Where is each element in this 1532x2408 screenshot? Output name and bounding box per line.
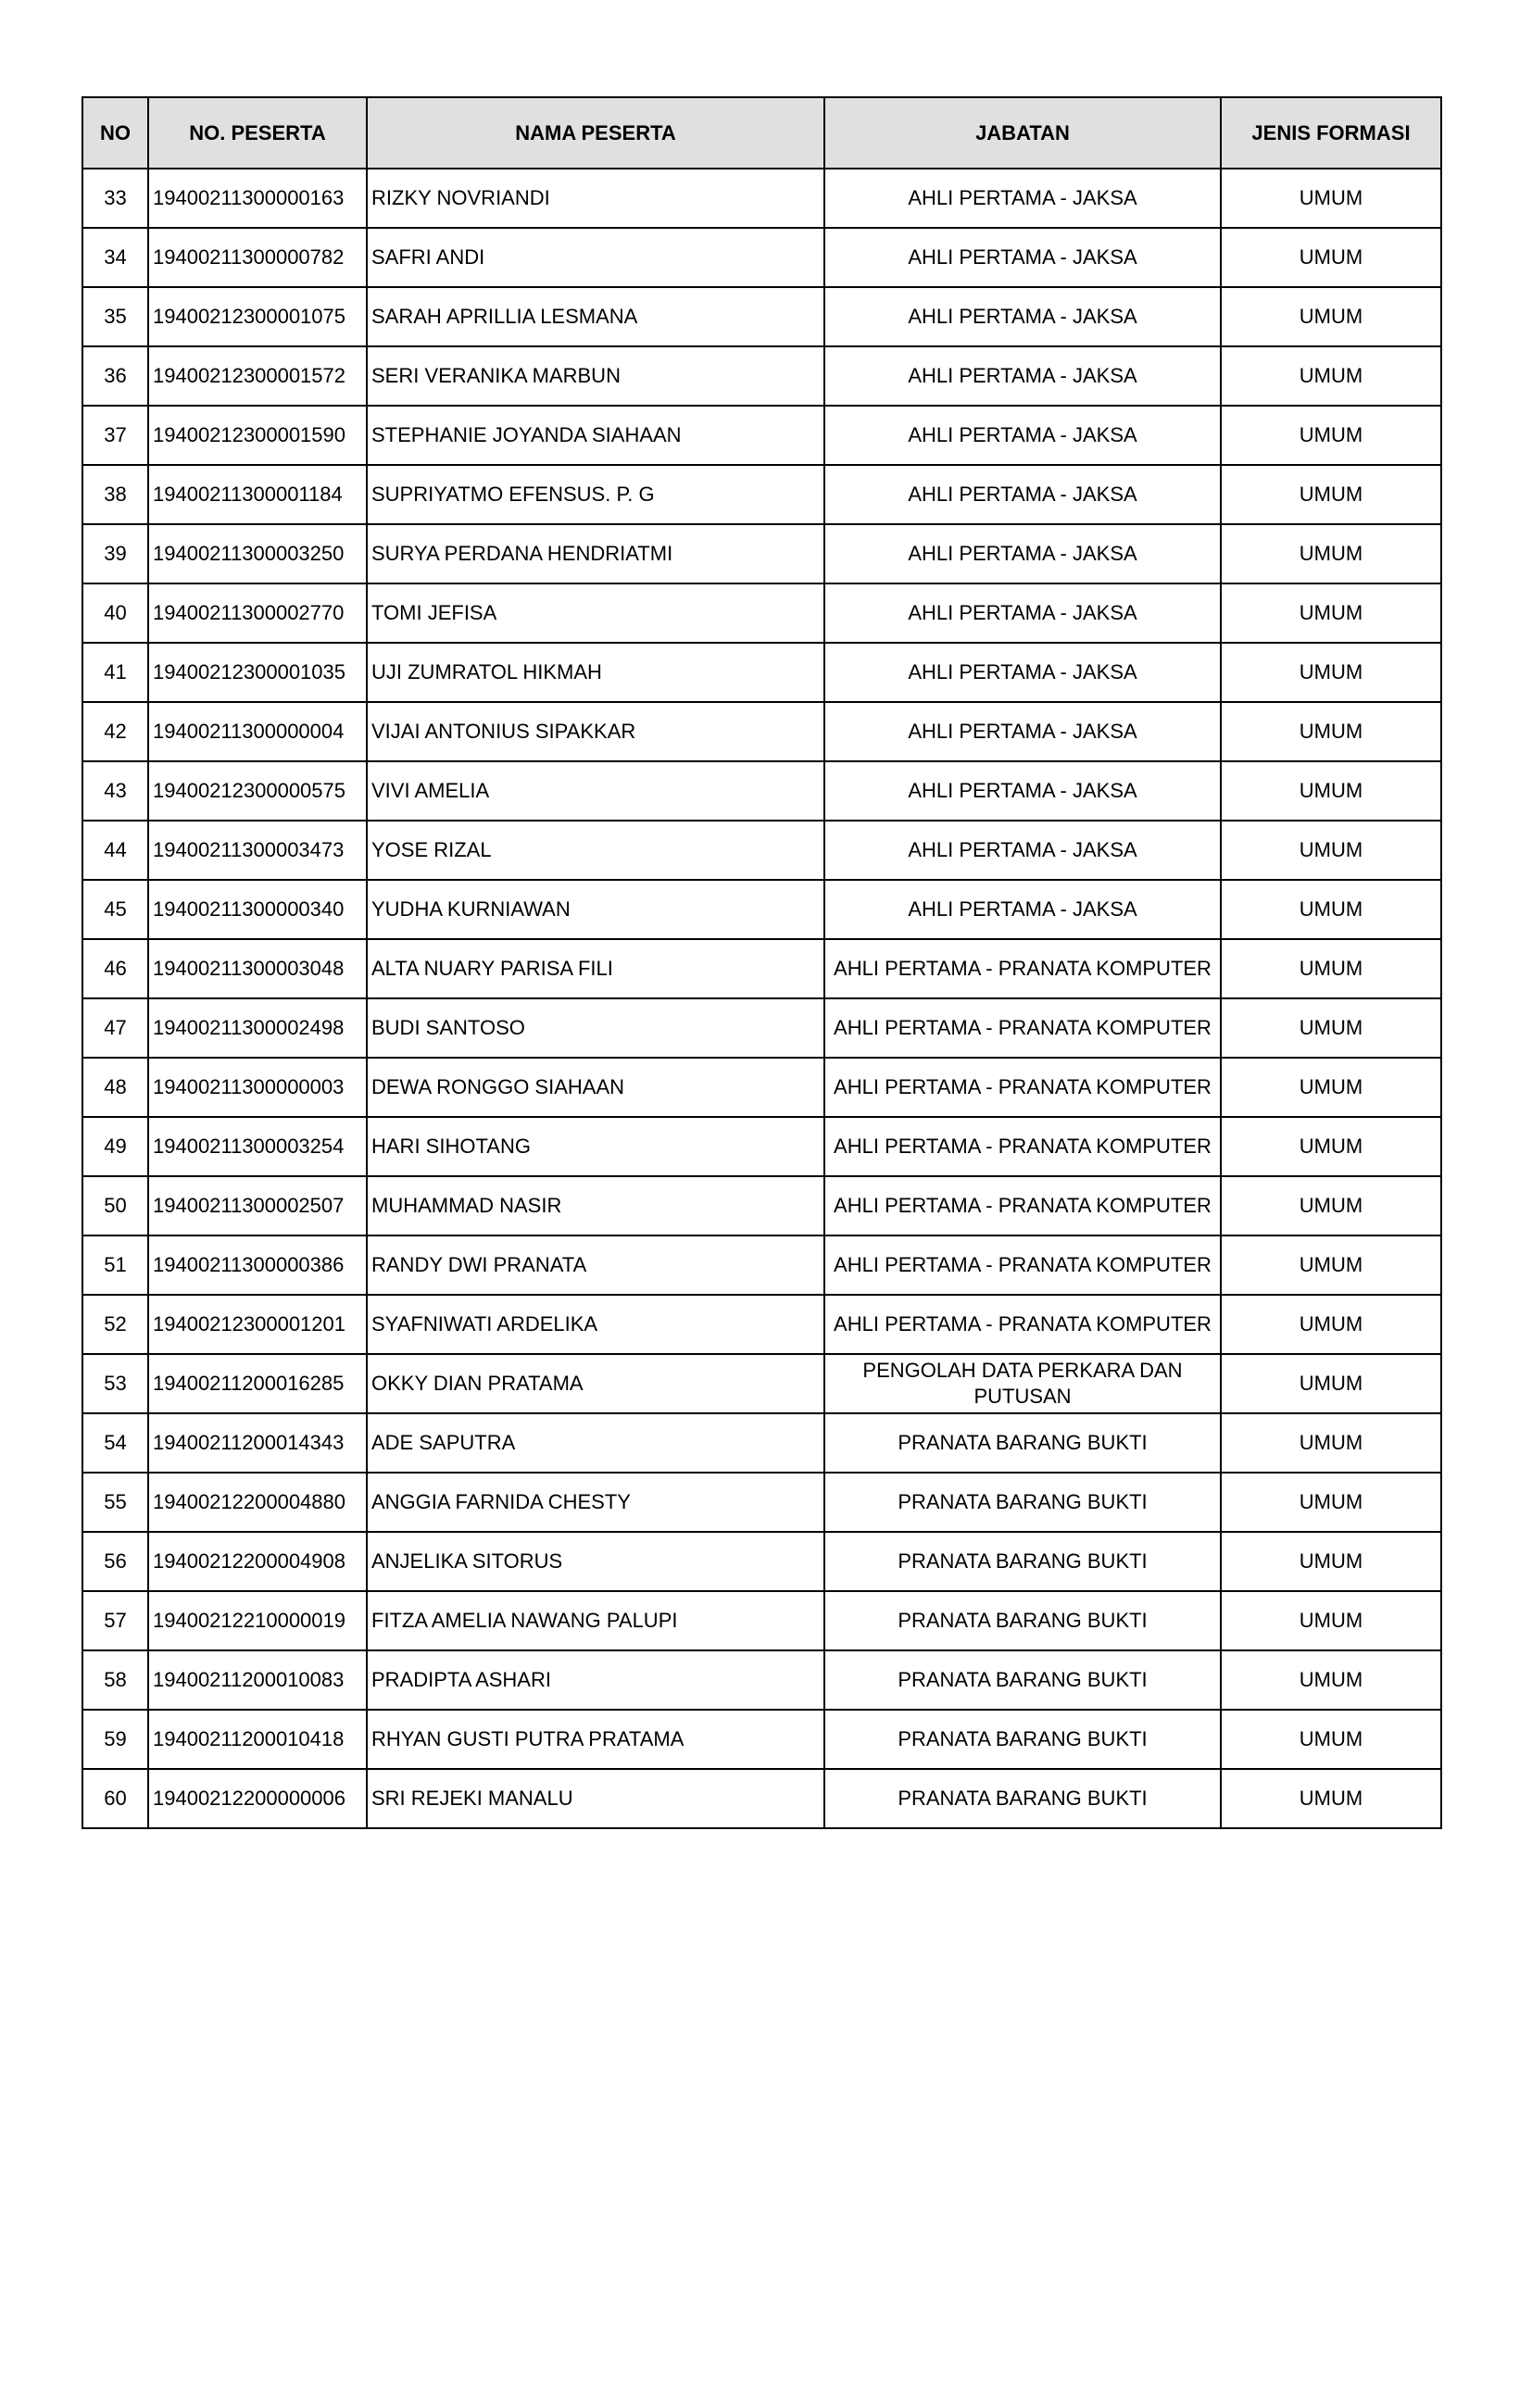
cell-jabatan: AHLI PERTAMA - JAKSA [824, 228, 1221, 287]
table-row [82, 1591, 1441, 1650]
cell-no: 35 [82, 287, 148, 346]
cell-no-peserta: 19400211300000782 [148, 228, 367, 287]
cell-no: 54 [82, 1413, 148, 1473]
cell-jenis-formasi: UMUM [1221, 1354, 1441, 1413]
cell-no: 59 [82, 1710, 148, 1769]
cell-no-peserta: 19400211200010418 [148, 1710, 367, 1769]
cell-jenis-formasi: UMUM [1221, 228, 1441, 287]
cell-jabatan: AHLI PERTAMA - PRANATA KOMPUTER [824, 1295, 1221, 1354]
cell-no: 47 [82, 998, 148, 1058]
cell-no-peserta: 19400212200004908 [148, 1532, 367, 1591]
cell-no: 43 [82, 761, 148, 821]
cell-no-peserta: 19400212200004880 [148, 1473, 367, 1532]
cell-no: 49 [82, 1117, 148, 1176]
cell-no: 36 [82, 346, 148, 406]
cell-no: 58 [82, 1650, 148, 1710]
cell-jabatan: AHLI PERTAMA - PRANATA KOMPUTER [824, 1176, 1221, 1235]
cell-no-peserta: 19400212300001075 [148, 287, 367, 346]
cell-jenis-formasi: UMUM [1221, 1650, 1441, 1710]
cell-no: 51 [82, 1235, 148, 1295]
cell-nama-peserta: RHYAN GUSTI PUTRA PRATAMA [367, 1710, 824, 1769]
cell-nama-peserta: SURYA PERDANA HENDRIATMI [367, 524, 824, 583]
cell-jenis-formasi: UMUM [1221, 465, 1441, 524]
cell-jabatan: AHLI PERTAMA - JAKSA [824, 524, 1221, 583]
cell-nama-peserta: DEWA RONGGO SIAHAAN [367, 1058, 824, 1117]
cell-no: 42 [82, 702, 148, 761]
cell-jabatan: AHLI PERTAMA - JAKSA [824, 406, 1221, 465]
table-row [82, 1354, 1441, 1413]
cell-no: 56 [82, 1532, 148, 1591]
cell-no-peserta: 19400211300003250 [148, 524, 367, 583]
table-row [82, 1532, 1441, 1591]
table-row [82, 346, 1441, 406]
cell-no-peserta: 19400211200016285 [148, 1354, 367, 1413]
cell-jabatan: PRANATA BARANG BUKTI [824, 1650, 1221, 1710]
cell-jabatan: AHLI PERTAMA - JAKSA [824, 583, 1221, 643]
table-row [82, 1413, 1441, 1473]
header-row [82, 97, 1441, 169]
cell-no-peserta: 19400212200000006 [148, 1769, 367, 1828]
table-row [82, 702, 1441, 761]
cell-no-peserta: 19400212300001201 [148, 1295, 367, 1354]
cell-no: 44 [82, 821, 148, 880]
table-row [82, 1058, 1441, 1117]
cell-jenis-formasi: UMUM [1221, 998, 1441, 1058]
table-row [82, 1235, 1441, 1295]
cell-no: 39 [82, 524, 148, 583]
cell-jenis-formasi: UMUM [1221, 702, 1441, 761]
table-row [82, 761, 1441, 821]
cell-no-peserta: 19400211300000386 [148, 1235, 367, 1295]
cell-no-peserta: 19400211200010083 [148, 1650, 367, 1710]
cell-jenis-formasi: UMUM [1221, 169, 1441, 228]
cell-jenis-formasi: UMUM [1221, 1176, 1441, 1235]
cell-nama-peserta: HARI SIHOTANG [367, 1117, 824, 1176]
cell-no: 48 [82, 1058, 148, 1117]
cell-nama-peserta: VIVI AMELIA [367, 761, 824, 821]
table-row [82, 880, 1441, 939]
table-row [82, 1650, 1441, 1710]
table-row [82, 643, 1441, 702]
cell-no-peserta: 19400212300001572 [148, 346, 367, 406]
cell-jabatan: AHLI PERTAMA - JAKSA [824, 465, 1221, 524]
cell-no: 33 [82, 169, 148, 228]
cell-nama-peserta: ADE SAPUTRA [367, 1413, 824, 1473]
cell-jenis-formasi: UMUM [1221, 761, 1441, 821]
cell-no-peserta: 19400211300000163 [148, 169, 367, 228]
cell-no-peserta: 19400212210000019 [148, 1591, 367, 1650]
cell-no: 41 [82, 643, 148, 702]
cell-nama-peserta: OKKY DIAN PRATAMA [367, 1354, 824, 1413]
cell-nama-peserta: SYAFNIWATI ARDELIKA [367, 1295, 824, 1354]
table-body [82, 169, 1441, 1828]
cell-jabatan: AHLI PERTAMA - JAKSA [824, 702, 1221, 761]
cell-no-peserta: 19400211200014343 [148, 1413, 367, 1473]
cell-nama-peserta: RANDY DWI PRANATA [367, 1235, 824, 1295]
cell-jenis-formasi: UMUM [1221, 1532, 1441, 1591]
cell-jenis-formasi: UMUM [1221, 406, 1441, 465]
cell-jabatan: PRANATA BARANG BUKTI [824, 1769, 1221, 1828]
cell-jabatan: AHLI PERTAMA - JAKSA [824, 880, 1221, 939]
cell-jabatan: AHLI PERTAMA - JAKSA [824, 643, 1221, 702]
table-row [82, 524, 1441, 583]
cell-jenis-formasi: UMUM [1221, 1235, 1441, 1295]
table-row [82, 1295, 1441, 1354]
cell-nama-peserta: ALTA NUARY PARISA FILI [367, 939, 824, 998]
cell-no-peserta: 19400212300000575 [148, 761, 367, 821]
cell-jenis-formasi: UMUM [1221, 880, 1441, 939]
cell-jabatan: AHLI PERTAMA - PRANATA KOMPUTER [824, 1117, 1221, 1176]
cell-jenis-formasi: UMUM [1221, 1117, 1441, 1176]
table-row [82, 465, 1441, 524]
cell-nama-peserta: SARAH APRILLIA LESMANA [367, 287, 824, 346]
cell-no: 46 [82, 939, 148, 998]
cell-jenis-formasi: UMUM [1221, 1710, 1441, 1769]
table-row [82, 228, 1441, 287]
cell-no-peserta: 19400211300002498 [148, 998, 367, 1058]
cell-jenis-formasi: UMUM [1221, 1473, 1441, 1532]
cell-jabatan: PRANATA BARANG BUKTI [824, 1532, 1221, 1591]
header-no-peserta: NO. PESERTA [148, 97, 367, 169]
cell-nama-peserta: YUDHA KURNIAWAN [367, 880, 824, 939]
cell-jenis-formasi: UMUM [1221, 1769, 1441, 1828]
cell-jenis-formasi: UMUM [1221, 1413, 1441, 1473]
cell-no: 45 [82, 880, 148, 939]
cell-nama-peserta: RIZKY NOVRIANDI [367, 169, 824, 228]
cell-no: 50 [82, 1176, 148, 1235]
cell-nama-peserta: ANGGIA FARNIDA CHESTY [367, 1473, 824, 1532]
cell-jabatan: AHLI PERTAMA - JAKSA [824, 346, 1221, 406]
cell-jabatan: AHLI PERTAMA - PRANATA KOMPUTER [824, 1235, 1221, 1295]
cell-nama-peserta: ANJELIKA SITORUS [367, 1532, 824, 1591]
cell-nama-peserta: MUHAMMAD NASIR [367, 1176, 824, 1235]
cell-jenis-formasi: UMUM [1221, 1295, 1441, 1354]
cell-jenis-formasi: UMUM [1221, 346, 1441, 406]
cell-no-peserta: 19400211300000003 [148, 1058, 367, 1117]
table-row [82, 821, 1441, 880]
table-row [82, 1117, 1441, 1176]
cell-jenis-formasi: UMUM [1221, 583, 1441, 643]
participant-table [82, 96, 1442, 1829]
cell-jabatan: AHLI PERTAMA - PRANATA KOMPUTER [824, 939, 1221, 998]
cell-no-peserta: 19400211300003473 [148, 821, 367, 880]
cell-jenis-formasi: UMUM [1221, 1058, 1441, 1117]
cell-jabatan: PRANATA BARANG BUKTI [824, 1473, 1221, 1532]
cell-jabatan: AHLI PERTAMA - JAKSA [824, 169, 1221, 228]
cell-nama-peserta: UJI ZUMRATOL HIKMAH [367, 643, 824, 702]
cell-jenis-formasi: UMUM [1221, 1591, 1441, 1650]
cell-jenis-formasi: UMUM [1221, 287, 1441, 346]
cell-no-peserta: 19400211300003254 [148, 1117, 367, 1176]
cell-jabatan: AHLI PERTAMA - JAKSA [824, 761, 1221, 821]
table-row [82, 169, 1441, 228]
table-row [82, 287, 1441, 346]
document-page [82, 96, 1442, 1829]
cell-nama-peserta: PRADIPTA ASHARI [367, 1650, 824, 1710]
table-row [82, 939, 1441, 998]
cell-no-peserta: 19400212300001590 [148, 406, 367, 465]
table-header [82, 97, 1441, 169]
cell-no: 55 [82, 1473, 148, 1532]
cell-nama-peserta: STEPHANIE JOYANDA SIAHAAN [367, 406, 824, 465]
table-row [82, 583, 1441, 643]
header-nama-peserta: NAMA PESERTA [367, 97, 824, 169]
cell-jenis-formasi: UMUM [1221, 524, 1441, 583]
cell-no: 53 [82, 1354, 148, 1413]
cell-no-peserta: 19400211300001184 [148, 465, 367, 524]
cell-no-peserta: 19400211300000340 [148, 880, 367, 939]
cell-no: 34 [82, 228, 148, 287]
cell-jabatan: PRANATA BARANG BUKTI [824, 1413, 1221, 1473]
cell-jabatan: AHLI PERTAMA - PRANATA KOMPUTER [824, 998, 1221, 1058]
cell-no: 57 [82, 1591, 148, 1650]
cell-jabatan: PRANATA BARANG BUKTI [824, 1710, 1221, 1769]
cell-no-peserta: 19400211300002507 [148, 1176, 367, 1235]
table-row [82, 998, 1441, 1058]
header-no: NO [82, 97, 148, 169]
cell-no: 38 [82, 465, 148, 524]
cell-nama-peserta: YOSE RIZAL [367, 821, 824, 880]
cell-jenis-formasi: UMUM [1221, 821, 1441, 880]
header-jenis-formasi: JENIS FORMASI [1221, 97, 1441, 169]
cell-no-peserta: 19400211300002770 [148, 583, 367, 643]
cell-nama-peserta: SAFRI ANDI [367, 228, 824, 287]
cell-nama-peserta: SRI REJEKI MANALU [367, 1769, 824, 1828]
cell-nama-peserta: SUPRIYATMO EFENSUS. P. G [367, 465, 824, 524]
table-row [82, 1176, 1441, 1235]
cell-jabatan: PENGOLAH DATA PERKARA DAN PUTUSAN [824, 1354, 1221, 1413]
header-jabatan: JABATAN [824, 97, 1221, 169]
cell-jabatan: AHLI PERTAMA - PRANATA KOMPUTER [824, 1058, 1221, 1117]
cell-jabatan: PRANATA BARANG BUKTI [824, 1591, 1221, 1650]
cell-no-peserta: 19400211300000004 [148, 702, 367, 761]
cell-nama-peserta: VIJAI ANTONIUS SIPAKKAR [367, 702, 824, 761]
cell-no-peserta: 19400211300003048 [148, 939, 367, 998]
cell-no: 40 [82, 583, 148, 643]
table-row [82, 406, 1441, 465]
cell-jenis-formasi: UMUM [1221, 643, 1441, 702]
cell-no: 60 [82, 1769, 148, 1828]
table-row [82, 1710, 1441, 1769]
cell-nama-peserta: TOMI JEFISA [367, 583, 824, 643]
cell-no-peserta: 19400212300001035 [148, 643, 367, 702]
table-row [82, 1473, 1441, 1532]
cell-nama-peserta: BUDI SANTOSO [367, 998, 824, 1058]
table-row [82, 1769, 1441, 1828]
cell-nama-peserta: SERI VERANIKA MARBUN [367, 346, 824, 406]
cell-no: 37 [82, 406, 148, 465]
cell-no: 52 [82, 1295, 148, 1354]
cell-nama-peserta: FITZA AMELIA NAWANG PALUPI [367, 1591, 824, 1650]
cell-jabatan: AHLI PERTAMA - JAKSA [824, 287, 1221, 346]
cell-jenis-formasi: UMUM [1221, 939, 1441, 998]
cell-jabatan: AHLI PERTAMA - JAKSA [824, 821, 1221, 880]
